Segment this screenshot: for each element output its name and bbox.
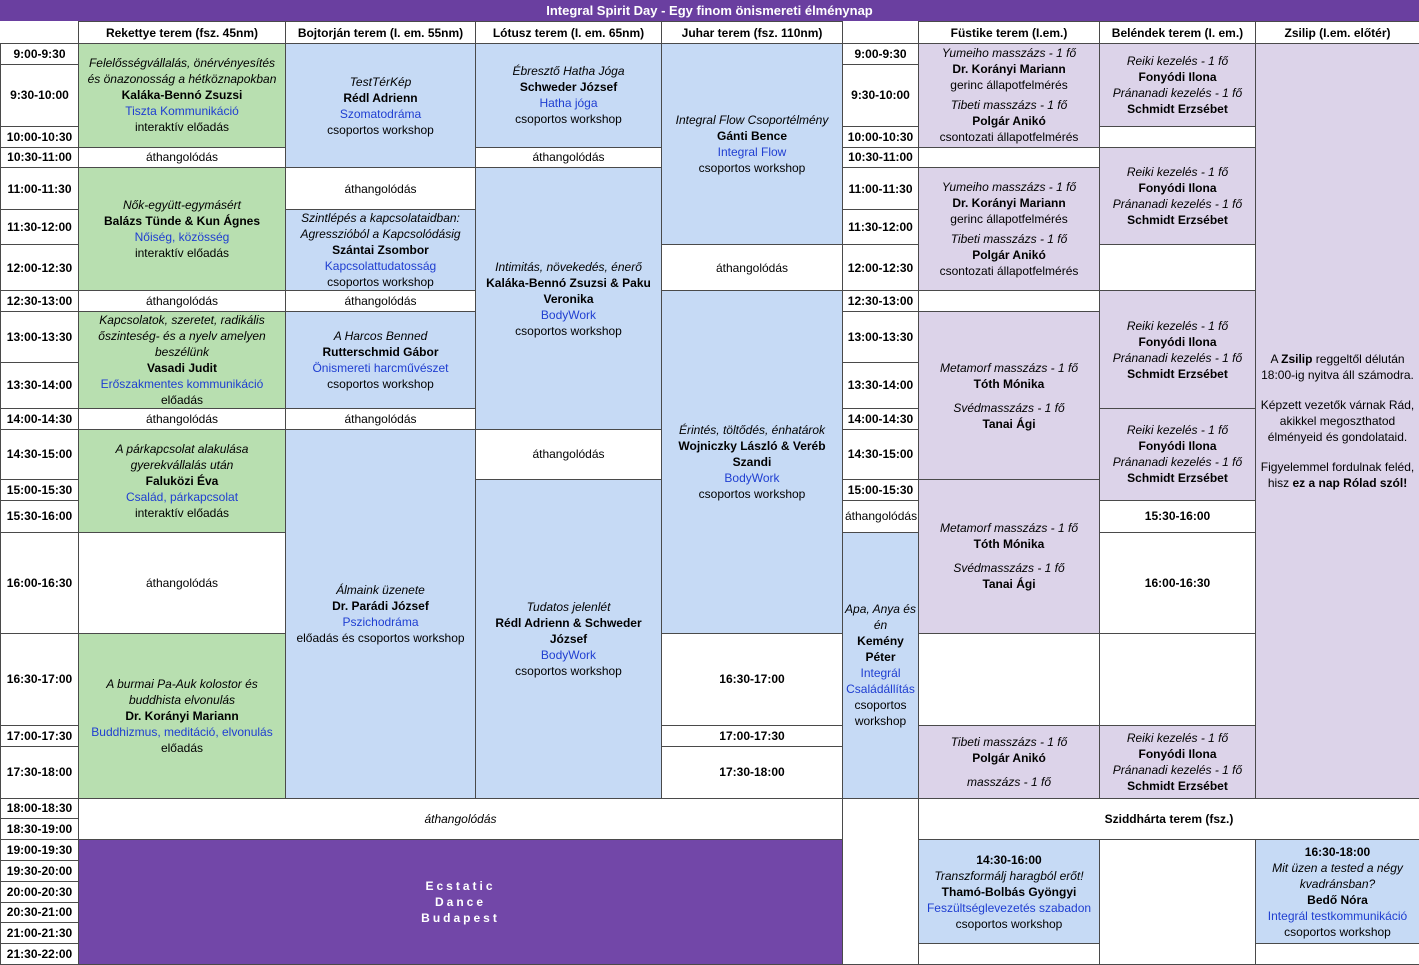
session-card: Reiki kezelés - 1 fő Fonyódi Ilona Pránanadi kezelés - 1 fő Schmidt Erzsébet [1100, 147, 1256, 244]
time-label: 9:00-9:30 [1, 44, 79, 65]
empty-slot [1100, 126, 1256, 147]
time-label: 13:30-14:00 [1, 362, 79, 408]
empty-slot [919, 291, 1100, 312]
time-label: 16:30-17:00 [662, 633, 843, 725]
empty-slot [919, 633, 1100, 725]
time-label: 11:00-11:30 [1, 168, 79, 210]
session-card: A párkapcsolat alakulása gyerekvállalás után Faluközi Éva Család, párkapcsolat interaktív előadás [79, 429, 286, 532]
session-card: Apa, Anya és én Kemény Péter Integrál Családállítás csoportos workshop [843, 532, 919, 798]
empty-slot [1100, 840, 1256, 965]
room-header-sziddharta: Sziddhárta terem (fsz.) [919, 798, 1419, 840]
room-header-fustike: Füstike terem (I.em.) [919, 22, 1100, 44]
empty-slot [1256, 944, 1419, 965]
session-card: 14:30-16:00 Transzformálj haragból erőt! Thamó-Bolbás Gyöngyi Feszültséglevezetés szabadon csoportos workshop [919, 840, 1100, 944]
time-label: 15:00-15:30 [843, 479, 919, 500]
time-label: 21:30-22:00 [1, 944, 79, 965]
session-card: Szintlépés a kapcsolataidban: Agresszióból a Kapcsolódásig Szántai Zsombor Kapcsolattudatosság csoportos workshop [286, 210, 476, 291]
session-card: Reiki kezelés - 1 fő Fonyódi Ilona Pránanadi kezelés - 1 fő Schmidt Erzsébet [1100, 725, 1256, 798]
session-card: A burmai Pa-Auk kolostor és buddhista elvonulás Dr. Korányi Mariann Buddhizmus, meditáció, elvonulás előadás [79, 633, 286, 798]
room-header-zsilip: Zsilip (I.em. előtér) [1256, 22, 1419, 44]
time-label: 10:30-11:00 [1, 147, 79, 168]
time-label: 17:00-17:30 [662, 725, 843, 746]
time-label: 9:30-10:00 [1, 64, 79, 126]
time-label: 16:00-16:30 [1, 532, 79, 633]
page-title: Integral Spirit Day - Egy finom önismereti élménynap [0, 0, 1419, 21]
session-card: Tudatos jelenlét Rédl Adrienn & Schweder József BodyWork csoportos workshop [476, 479, 662, 798]
time-label: 14:00-14:30 [1, 409, 79, 430]
time-label: 14:30-15:00 [1, 429, 79, 479]
time-label: 15:30-16:00 [1, 500, 79, 532]
session-card: Álmaink üzenete Dr. Parádi József Pszichodráma előadás és csoportos workshop [286, 429, 476, 798]
time-label: 17:00-17:30 [1, 725, 79, 746]
session-card: Intimitás, növekedés, énerő Kaláka-Bennó Zsuzsi & Paku Veronika BodyWork csoportos workshop [476, 168, 662, 430]
time-label: 13:00-13:30 [843, 312, 919, 363]
time-label: 21:00-21:30 [1, 923, 79, 944]
break-cell: áthangolódás [79, 147, 286, 168]
break-cell: áthangolódás [476, 147, 662, 168]
time-label: 11:30-12:00 [843, 210, 919, 244]
room-header-lotusz: Lótusz terem (I. em. 65nm) [476, 22, 662, 44]
time-label: 11:00-11:30 [843, 168, 919, 210]
room-header-juhar: Juhar terem (fsz. 110nm) [662, 22, 843, 44]
session-card: Felelősségvállalás, önérvényesítés és önazonosság a hétköznapokban Kaláka-Bennó Zsuzsi Tiszta Kommunikáció interaktív előadás [79, 44, 286, 148]
time-label: 17:30-18:00 [1, 746, 79, 798]
break-cell: áthangolódás [79, 532, 286, 633]
time-label: 13:00-13:30 [1, 312, 79, 363]
break-cell: áthangolódás [476, 429, 662, 479]
session-card: Érintés, töltődés, énhatárok Wojniczky László & Veréb Szandi BodyWork csoportos workshop [662, 291, 843, 633]
time-label: 20:00-20:30 [1, 881, 79, 902]
time-label: 12:00-12:30 [843, 244, 919, 291]
time-label: 20:30-21:00 [1, 902, 79, 923]
break-cell: áthangolódás [79, 798, 843, 840]
time-label: 10:00-10:30 [1, 126, 79, 147]
session-card: Kapcsolatok, szeretet, radikális őszinteség- és a nyelv amelyen beszélünk Vasadi Judit Erőszakmentes kommunikáció előadás [79, 312, 286, 409]
session-card: TestTérKép Rédl Adrienn Szomatodráma csoportos workshop [286, 44, 476, 168]
corner-cell [843, 22, 919, 44]
ecstatic-dance-block: Ecstatic Dance Budapest [79, 840, 843, 965]
time-label: 15:00-15:30 [1, 479, 79, 500]
time-label: 17:30-18:00 [662, 746, 843, 798]
room-header-bojtorjan: Bojtorján terem (I. em. 55nm) [286, 22, 476, 44]
time-label: 18:30-19:00 [1, 819, 79, 840]
room-header-belendek: Beléndek terem (I. em.) [1100, 22, 1256, 44]
time-label: 9:00-9:30 [843, 44, 919, 65]
session-card: Yumeiho masszázs - 1 fő Dr. Korányi Mariann gerinc állapotfelmérés Tibeti masszázs - 1 fő Polgár Anikó csontozati állapotfelmérés [919, 44, 1100, 148]
schedule-table [0, 21, 1419, 965]
empty-slot [919, 944, 1100, 965]
time-label: 10:00-10:30 [843, 126, 919, 147]
empty-slot [919, 147, 1100, 168]
session-card: Yumeiho masszázs - 1 fő Dr. Korányi Mariann gerinc állapotfelmérés Tibeti masszázs - 1 fő Polgár Anikó csontozati állapotfelmérés [919, 168, 1100, 291]
time-label: 16:30-17:00 [1, 633, 79, 725]
empty-slot [843, 798, 919, 964]
time-label: 12:30-13:00 [1, 291, 79, 312]
session-card: Nők-együtt-egymásért Balázs Tünde & Kun Ágnes Nőiség, közösség interaktív előadás [79, 168, 286, 291]
break-cell: áthangolódás [843, 500, 919, 532]
break-cell: áthangolódás [286, 291, 476, 312]
session-card: Metamorf masszázs - 1 fő Tóth Mónika Svédmasszázs - 1 fő Tanai Ági [919, 312, 1100, 480]
session-card: Ébresztő Hatha Jóga Schweder József Hatha jóga csoportos workshop [476, 44, 662, 148]
time-label: 19:00-19:30 [1, 840, 79, 861]
session-card: Reiki kezelés - 1 fő Fonyódi Ilona Pránanadi kezelés - 1 fő Schmidt Erzsébet [1100, 409, 1256, 501]
session-card: Tibeti masszázs - 1 fő Polgár Anikó masszázs - 1 fő [919, 725, 1100, 798]
break-cell: áthangolódás [79, 291, 286, 312]
time-label: 15:30-16:00 [1100, 500, 1256, 532]
break-cell: áthangolódás [662, 244, 843, 291]
session-card: Metamorf masszázs - 1 fő Tóth Mónika Svédmasszázs - 1 fő Tanai Ági [919, 479, 1100, 633]
time-label: 13:30-14:00 [843, 362, 919, 408]
break-cell: áthangolódás [79, 409, 286, 430]
time-label: 9:30-10:00 [843, 64, 919, 126]
session-card: Integral Flow Csoportélmény Gánti Bence Integral Flow csoportos workshop [662, 44, 843, 245]
time-label: 12:30-13:00 [843, 291, 919, 312]
time-label: 18:00-18:30 [1, 798, 79, 819]
room-header-rekettye: Rekettye terem (fsz. 45nm) [79, 22, 286, 44]
zsilip-info: A Zsilip reggeltől délután 18:00-ig nyitva áll számodra. Képzett vezetők várnak Rád, akikkel megoszthatod élményeid és gondolataid. Figyelemmel fordulnak feléd, hisz ez a nap Rólad szól! [1256, 44, 1419, 799]
break-cell: áthangolódás [286, 409, 476, 430]
time-label: 14:00-14:30 [843, 409, 919, 430]
session-card: 16:30-18:00 Mit üzen a tested a négy kvadránsban? Bedő Nóra Integrál testkommunikáció csoportos workshop [1256, 840, 1419, 944]
session-card: Reiki kezelés - 1 fő Fonyódi Ilona Pránanadi kezelés - 1 fő Schmidt Erzsébet [1100, 44, 1256, 127]
time-label: 10:30-11:00 [843, 147, 919, 168]
time-label: 11:30-12:00 [1, 210, 79, 244]
time-label: 12:00-12:30 [1, 244, 79, 291]
time-label: 14:30-15:00 [843, 429, 919, 479]
break-cell: áthangolódás [286, 168, 476, 210]
corner-cell [1, 22, 79, 44]
time-label: 16:00-16:30 [1100, 532, 1256, 633]
time-label: 19:30-20:00 [1, 860, 79, 881]
session-card: A Harcos Benned Rutterschmid Gábor Önismereti harcművészet csoportos workshop [286, 312, 476, 409]
session-card: Reiki kezelés - 1 fő Fonyódi Ilona Pránanadi kezelés - 1 fő Schmidt Erzsébet [1100, 291, 1256, 409]
